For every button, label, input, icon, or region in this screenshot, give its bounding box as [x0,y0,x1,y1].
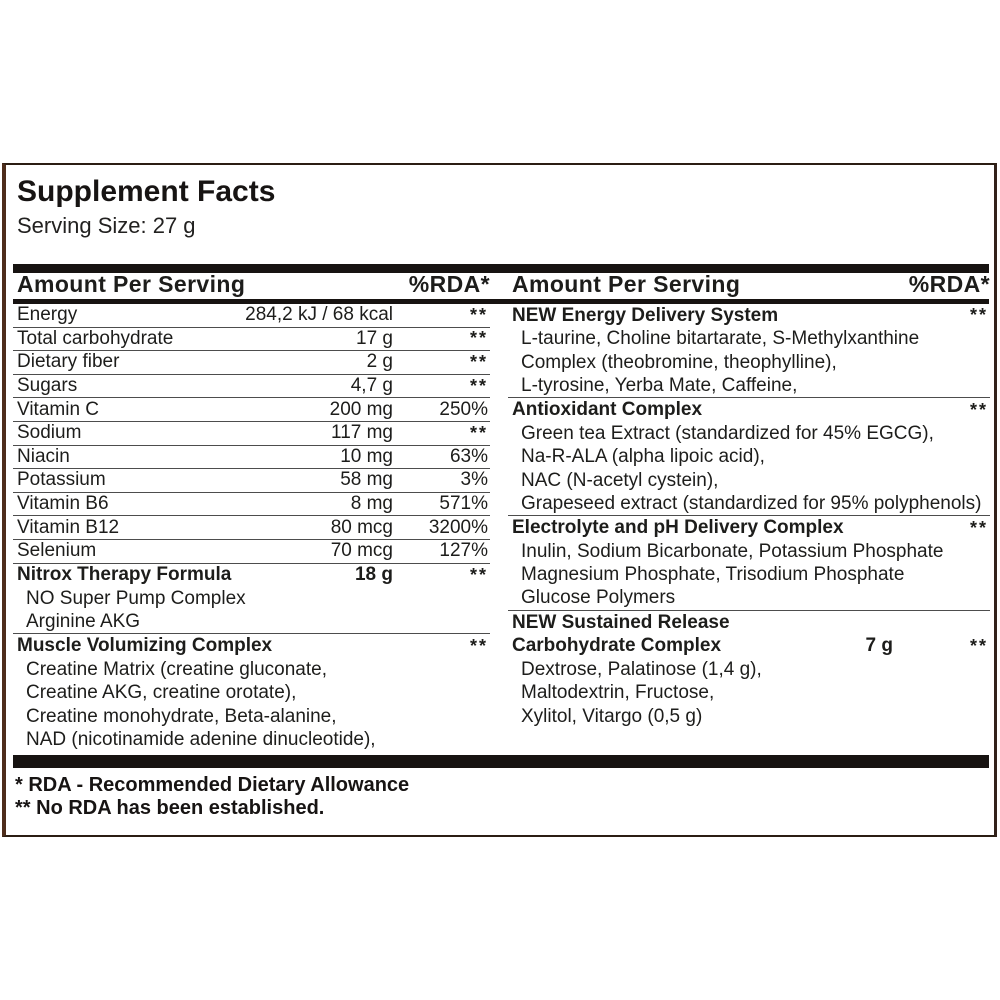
ingredient-rda-value: 250% [439,398,488,420]
column-header-left [13,273,490,299]
table-row [13,587,490,611]
ingredient-name: Niacin [17,445,70,467]
column-gap [490,273,508,299]
ingredient-name: Selenium [17,540,97,562]
table-row [508,634,990,658]
ingredient-name: Total carbohydrate [17,327,174,349]
ingredient-name: Potassium [17,469,106,491]
ingredient-name: Dextrose, Palatinose (1,4 g), [521,658,762,680]
ingredient-rda-value: ** [469,564,488,585]
ingredient-amount: 200 mg [329,398,393,420]
ingredient-name: Sodium [17,422,82,444]
ingredient-name: Green tea Extract (standardized for 45% EGCG), [521,422,934,444]
table-row [508,469,990,493]
amount-per-serving-heading-left: Amount Per Serving [17,271,246,297]
ingredient-amount: 17 g [356,327,393,349]
table-row [13,446,490,470]
ingredient-rda-value: ** [969,635,988,656]
table-row [508,587,990,611]
ingredient-rda-value: ** [969,305,988,326]
ingredient-name: Na-R-ALA (alpha lipoic acid), [521,446,765,468]
ingredient-name: Creatine Matrix (creatine gluconate, [26,658,327,680]
ingredient-rda-value: ** [469,635,488,656]
table-row [508,611,990,635]
table-row [508,493,990,517]
column-headers-row [13,273,989,299]
ingredient-name: Energy [17,304,78,326]
ingredient-amount: 58 mg [340,469,393,491]
table-row [508,328,990,352]
ingredient-name: Creatine AKG, creatine orotate), [26,682,297,704]
table-row [508,564,990,588]
ingredient-name: Vitamin C [17,398,100,420]
table-row [508,422,990,446]
serving-size-text: Serving Size: 27 g [17,213,196,238]
footnote-no-rda: ** No RDA has been established. [15,797,325,820]
ingredient-rda-value: ** [469,422,488,443]
table-row [508,398,990,422]
ingredient-name: Inulin, Sodium Bicarbonate, Potassium Phosphate [521,540,944,562]
ingredient-name: Glucose Polymers [521,587,676,609]
table-row [13,634,490,658]
table-row [508,540,990,564]
table-row [13,422,490,446]
table-row [508,682,990,706]
table-row [13,729,490,753]
ingredient-rda-value: ** [469,375,488,396]
table-row [508,375,990,399]
footnote-rda-definition: * RDA - Recommended Dietary Allowance [15,774,410,797]
ingredient-name: NAD (nicotinamide adenine dinucleotide), [26,729,376,751]
ingredient-amount: 8 mg [350,493,393,515]
ingredient-name: Maltodextrin, Fructose, [521,682,715,704]
table-row [13,611,490,635]
table-row [13,516,490,540]
ingredient-rda-value: 571% [439,493,488,515]
amount-per-serving-heading-right: Amount Per Serving [512,271,741,297]
column-header-right [508,273,990,299]
ingredient-rda-value: 3% [460,469,488,491]
ingredient-name: Carbohydrate Complex [512,635,722,657]
nutrition-columns [13,304,989,752]
ingredient-name: Grapeseed extract (standardized for 95% polyphenols) [521,493,982,515]
ingredient-name: Dietary fiber [17,351,120,373]
ingredient-name: NO Super Pump Complex [26,587,246,609]
ingredient-amount: 80 mcg [330,516,393,538]
ingredient-rda-value: ** [469,304,488,325]
table-row [13,564,490,588]
ingredient-rda-value: ** [469,351,488,372]
rda-heading-right: %RDA* [908,271,990,297]
ingredient-rda-value: ** [469,328,488,349]
footnotes [13,774,989,820]
ingredient-name: L-tyrosine, Yerba Mate, Caffeine, [521,375,798,397]
column-gap [490,304,508,752]
ingredient-name: Arginine AKG [26,611,141,633]
bottom-divider-bar [13,755,989,768]
ingredient-rda-value: 3200% [428,516,488,538]
ingredient-name: Sugars [17,375,78,397]
ingredient-name: Magnesium Phosphate, Trisodium Phosphate [521,564,905,586]
ingredient-rda-value: ** [969,517,988,538]
ingredient-rda-value: ** [969,399,988,420]
rda-heading-left: %RDA* [408,271,490,297]
ingredient-name: Muscle Volumizing Complex [17,635,273,657]
ingredient-name: Creatine monohydrate, Beta-alanine, [26,705,337,727]
ingredient-name: Vitamin B6 [17,493,109,515]
table-row [508,304,990,328]
table-row [13,540,490,564]
table-row [13,682,490,706]
table-row [13,469,490,493]
ingredient-name: Electrolyte and pH Delivery Complex [512,517,844,539]
ingredient-rda-value: 63% [449,445,488,467]
table-row [13,658,490,682]
ingredient-name: NAC (N-acetyl cystein), [521,469,719,491]
table-row [13,304,490,328]
ingredient-amount: 4,7 g [350,375,393,397]
table-row [13,398,490,422]
table-row [508,446,990,470]
nutrition-column-right [508,304,990,752]
panel-title: Supplement Facts [17,175,276,208]
supplement-facts-panel [2,163,997,837]
nutrition-column-left [13,304,490,752]
table-row [13,328,490,352]
ingredient-name: Antioxidant Complex [512,399,703,421]
table-row [13,351,490,375]
ingredient-rda-value: 127% [439,540,488,562]
ingredient-name: Xylitol, Vitargo (0,5 g) [521,705,703,727]
table-row [508,658,990,682]
table-row [13,705,490,729]
table-row [508,516,990,540]
ingredient-amount: 10 mg [340,445,393,467]
ingredient-name: Nitrox Therapy Formula [17,564,232,586]
ingredient-amount: 18 g [354,564,393,586]
table-row [13,493,490,517]
table-row [508,705,990,729]
ingredient-amount: 2 g [366,351,393,373]
ingredient-name: L-taurine, Choline bitartarate, S-Methylxanthine [521,328,920,350]
table-row [13,375,490,399]
ingredient-name: NEW Sustained Release [512,611,730,633]
ingredient-amount: 117 mg [331,422,393,444]
ingredient-name: NEW Energy Delivery System [512,304,779,326]
ingredient-amount: 70 mcg [330,540,393,562]
table-row [508,351,990,375]
ingredient-amount: 7 g [865,635,893,657]
ingredient-amount: 284,2 kJ / 68 kcal [245,304,393,326]
ingredient-name: Vitamin B12 [17,516,120,538]
ingredient-name: Complex (theobromine, theophylline), [521,351,837,373]
